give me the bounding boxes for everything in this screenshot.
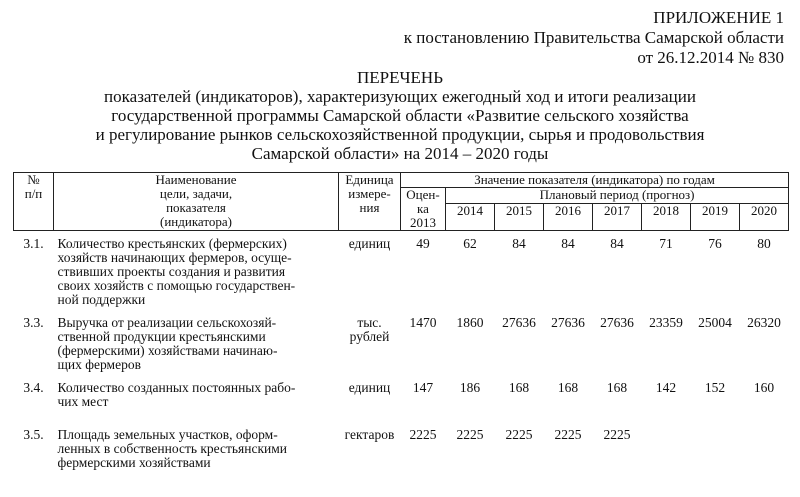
row-number: 3.1. [23, 236, 44, 251]
value-cell: 84 [561, 236, 575, 251]
header-estimate-2013 [401, 188, 446, 231]
resolution-date-number: от 26.12.2014 № 830 [637, 48, 784, 67]
unit-cell [339, 375, 401, 422]
indicator-name [54, 310, 339, 375]
header-text: ния [359, 200, 380, 215]
indicator-name-line: щих фермеров [57, 357, 141, 372]
header-year: 2020 [740, 204, 789, 231]
value-cell: 168 [508, 380, 530, 395]
unit-cell [339, 231, 401, 311]
row-number: 3.5. [23, 427, 44, 442]
header-text: № [27, 172, 40, 187]
value-cell: 2225 [409, 427, 437, 442]
value-cell: 84 [512, 236, 526, 251]
header-year: 2017 [593, 204, 642, 231]
table-row [14, 375, 789, 422]
indicator-name-line: (фермерскими) хозяйствами начинаю- [57, 343, 278, 358]
indicator-name-line: ственной продукции крестьянскими [57, 329, 266, 344]
indicator-name-line: Количество созданных постоянных рабо- [57, 380, 296, 395]
header-text: измере- [348, 186, 391, 201]
indicator-name-line: Выручка от реализации сельскохозяй- [57, 315, 277, 330]
value-cell [642, 422, 691, 479]
value-cell: 25004 [698, 315, 732, 330]
title-line: государственной программы Самарской области «Развитие сельского хозяйства [111, 106, 689, 125]
value-cell: 1860 [456, 315, 484, 330]
row-number: 3.4. [23, 380, 44, 395]
unit-text: тыс. [357, 315, 382, 330]
indicators-table [13, 172, 789, 479]
indicator-name-line: Количество крестьянских (фермерских) [57, 236, 287, 251]
header-year: 2015 [495, 204, 544, 231]
header-indicator-name [54, 173, 339, 231]
table-row [14, 310, 789, 375]
value-cell: 2225 [603, 427, 631, 442]
indicator-name [54, 375, 339, 422]
value-cell: 84 [610, 236, 624, 251]
indicator-name-line: фермерскими хозяйствами [57, 455, 211, 470]
header-year: 2016 [544, 204, 593, 231]
value-cell: 142 [655, 380, 677, 395]
value-cell: 186 [459, 380, 481, 395]
header-text: цели, задачи, [159, 186, 233, 201]
value-cell: 152 [704, 380, 726, 395]
value-cell: 80 [757, 236, 771, 251]
value-cell: 27636 [502, 315, 536, 330]
value-cell: 2225 [505, 427, 533, 442]
table-row [14, 422, 789, 479]
value-cell [691, 422, 740, 479]
header-text: Единица [345, 172, 394, 187]
value-cell: 1470 [409, 315, 437, 330]
indicator-name-line: ствивших проекты создания и развития [57, 264, 286, 279]
value-cell [740, 422, 789, 479]
indicator-name-line: своих хозяйств с помощью государствен- [57, 278, 296, 293]
header-values-by-year: Значение показателя (индикатора) по годам [401, 173, 789, 188]
header-unit [339, 173, 401, 231]
value-cell: 26320 [747, 315, 781, 330]
indicator-name-line: хозяйств начинающих фермеров, осуще- [57, 250, 292, 265]
unit-text: единиц [348, 236, 391, 251]
title-line: показателей (индикаторов), характеризующих ежегодный ход и итоги реализации [104, 87, 696, 106]
header-year: 2019 [691, 204, 740, 231]
header-text: п/п [24, 186, 43, 201]
row-number: 3.3. [23, 315, 44, 330]
header-number [14, 173, 54, 231]
value-cell: 27636 [551, 315, 585, 330]
unit-cell [339, 422, 401, 479]
header-year: 2018 [642, 204, 691, 231]
header-text: Наименование [155, 172, 237, 187]
value-cell: 160 [753, 380, 775, 395]
value-cell: 23359 [649, 315, 683, 330]
indicator-name [54, 422, 339, 479]
table-header [14, 173, 789, 231]
header-planned-period: Плановый период (прогноз) [446, 188, 789, 204]
header-text: 2013 [410, 215, 436, 230]
title-line: и регулирование рынков сельскохозяйственной продукции, сырья и продовольствия [95, 125, 705, 144]
value-cell: 147 [412, 380, 434, 395]
indicator-name [54, 231, 339, 311]
appendix-label: ПРИЛОЖЕНИЕ 1 [653, 8, 784, 27]
value-cell: 62 [463, 236, 477, 251]
unit-text: гектаров [344, 427, 395, 442]
value-cell: 27636 [600, 315, 634, 330]
appendix-header [404, 8, 784, 68]
value-cell: 49 [416, 236, 430, 251]
table-row [14, 231, 789, 311]
indicator-name-line: ленных в собственность крестьянскими [57, 441, 288, 456]
value-cell: 2225 [456, 427, 484, 442]
indicator-name-line: Площадь земельных участков, оформ- [57, 427, 278, 442]
unit-cell [339, 310, 401, 375]
title-line: Самарской области» на 2014 – 2020 годы [251, 144, 549, 163]
resolution-reference: к постановлению Правительства Самарской области [403, 28, 784, 47]
header-year: 2014 [446, 204, 495, 231]
value-cell: 2225 [554, 427, 582, 442]
indicator-name-line: чих мест [57, 394, 109, 409]
header-text: ка [417, 201, 429, 216]
document-title [0, 68, 800, 163]
unit-text: единиц [348, 380, 391, 395]
table-body [14, 231, 789, 480]
header-text: показателя [166, 200, 226, 215]
unit-text: рублей [349, 329, 390, 344]
header-text: (индикатора) [160, 214, 232, 229]
header-text: Оцен- [406, 187, 440, 202]
value-cell: 168 [557, 380, 579, 395]
value-cell: 76 [708, 236, 722, 251]
value-cell: 168 [606, 380, 628, 395]
indicator-name-line: ной поддержки [57, 292, 146, 307]
title-heading: ПЕРЕЧЕНЬ [357, 68, 443, 87]
value-cell: 71 [659, 236, 673, 251]
